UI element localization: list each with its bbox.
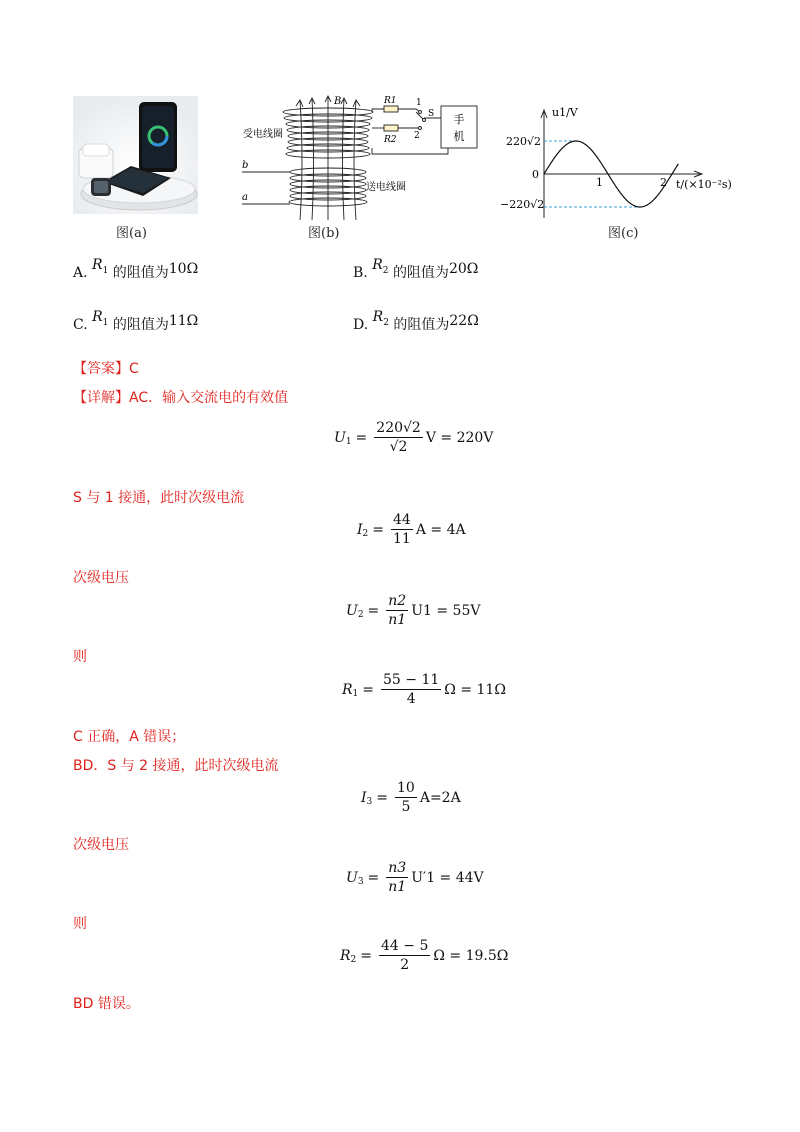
formula-num: n2 [388,593,407,609]
data-point [591,150,592,151]
option-a[interactable] [73,257,199,282]
formula-num: 55 − 11 [383,672,440,688]
formula-lhs: R [342,681,353,698]
formula-fraction [386,593,408,628]
formula-rest: Ω = 19.5Ω [433,947,509,964]
y-tick-pos: 220√2 [506,135,542,148]
option-sub: 2 [383,318,389,328]
formula-den: √2 [389,439,408,455]
formula-fraction [381,672,441,707]
formula-fraction [374,420,423,455]
text-line-5: BD．S 与 2 接通，此时次级电流 [73,758,279,774]
voltage-chart [500,104,740,222]
data-point [607,173,608,174]
data-point [655,197,656,198]
option-symbol: R [92,309,103,325]
y-tick-neg: −220√2 [500,198,545,211]
formula-fraction [386,860,408,895]
figure-b [238,92,488,222]
option-text: 的阻值为 [112,265,169,281]
formula-eq: = [376,789,388,806]
formula-lhs: U [346,602,358,619]
option-value: 20Ω [448,261,479,277]
formula-lhs: R [340,947,351,964]
formula-eq: = [362,681,375,698]
figure-a-caption: 图(a) [116,226,147,241]
formula-lhs-sub: 2 [362,528,369,539]
formula-den: 11 [393,531,411,547]
formula-eq: = [367,602,380,619]
formula-den: 5 [401,799,411,815]
formula-r1 [342,672,506,707]
formula-den: n1 [388,879,407,895]
text-line-8: BD 错误。 [73,996,140,1012]
formula-lhs-sub: 3 [357,876,364,887]
coil-circuit-diagram [238,92,488,222]
text-line-7: 则 [73,916,87,932]
formula-num: 220√2 [376,420,421,436]
b-field-label: B [334,96,342,107]
resistor-r2 [384,125,398,131]
formula-lhs-sub: 2 [357,609,364,620]
figure-b-caption: 图(b) [308,226,340,241]
formula-lhs-sub: 2 [350,954,357,965]
contact-1-label: 1 [416,98,422,108]
text-line-4: C 正确，A 错误； [73,729,186,745]
formula-rest: U1 = 55V [411,602,481,619]
formula-r2 [340,938,508,973]
terminal-a-label: a [242,192,248,203]
terminal-b-label: b [242,160,249,171]
formula-lhs-sub: 1 [352,688,359,699]
text-line-1: S 与 1 接通，此时次级电流 [73,490,245,506]
option-c[interactable] [73,309,199,334]
x-tick-2: 2 [660,176,667,189]
text-line-2: 次级电压 [73,570,129,586]
figure-a [73,96,198,214]
formula-lhs: I [357,521,363,538]
formula-fraction [379,938,430,973]
figure-c-caption: 图(c) [608,226,639,241]
data-point [575,140,576,141]
option-value: 22Ω [449,313,479,329]
formula-eq: = [360,947,373,964]
option-letter: B. [353,265,368,281]
formula-num: 44 [393,512,411,528]
figure-c [500,104,740,222]
formula-fraction [395,780,417,815]
phone-label-2: 机 [453,130,465,143]
formula-num: n3 [388,860,407,876]
formula-den: n1 [388,612,407,628]
x-tick-1: 1 [596,176,603,189]
formula-rest: U′1 = 44V [411,869,484,886]
formula-den: 4 [406,691,416,707]
option-symbol: R [372,309,384,325]
formula-lhs-sub: 1 [345,436,352,447]
formula-eq: = [367,869,380,886]
text-line-6: 次级电压 [73,837,129,853]
formula-eq: = [355,429,368,446]
option-text: 的阻值为 [392,265,449,281]
y-tick-zero: 0 [532,168,539,181]
formula-fraction [391,512,413,547]
y-axis-label: u1/V [552,106,578,119]
formula-lhs: I [361,789,367,806]
send-coil-label: 送电线圈 [366,182,406,193]
formula-lhs-sub: 3 [366,796,373,807]
data-point [543,173,544,174]
option-letter: D. [353,317,369,333]
switch-label: S [428,109,435,119]
option-symbol: R [372,257,383,273]
option-b[interactable] [353,257,479,282]
option-symbol: R [92,257,103,273]
option-letter: A. [73,265,88,281]
data-point [623,197,624,198]
r2-label: R2 [384,135,397,145]
option-text: 的阻值为 [112,317,169,333]
formula-i2 [357,512,466,547]
option-value: 10Ω [168,261,199,277]
x-axis-label: t/(×10⁻²s) [676,178,732,191]
answer-line: 【答案】C [73,361,139,377]
formula-rest: Ω = 11Ω [444,681,506,698]
phone-label-1: 手 [453,113,465,126]
formula-u1 [334,420,493,455]
text-line-3: 则 [73,649,87,665]
data-point [671,173,672,174]
option-d[interactable] [353,309,479,334]
formula-lhs: U [346,869,358,886]
formula-den: 2 [400,957,410,973]
option-sub: 1 [102,318,109,328]
option-letter: C. [73,317,88,333]
formula-num: 44 − 5 [381,938,429,954]
formula-rest: A=2A [419,789,461,806]
data-point [639,206,640,207]
formula-rest: A = 4A [415,521,466,538]
option-value: 11Ω [168,313,199,329]
contact-2-label: 2 [414,131,420,141]
formula-lhs: U [334,429,346,446]
formula-rest: V = 220V [425,429,494,446]
option-text: 的阻值为 [393,317,450,333]
detail-line: 【详解】AC．输入交流电的有效值 [73,390,289,406]
resistor-r1 [384,106,398,112]
formula-eq: = [372,521,384,538]
formula-u3 [346,860,484,895]
data-point [559,150,560,151]
wireless-charger-photo [73,96,198,214]
option-sub: 2 [382,266,389,276]
option-sub: 1 [102,266,109,276]
receive-coil-label: 受电线圈 [243,129,283,140]
formula-i3 [361,780,461,815]
formula-u2 [346,593,480,628]
r1-label: R1 [384,96,397,106]
formula-num: 10 [397,780,415,796]
